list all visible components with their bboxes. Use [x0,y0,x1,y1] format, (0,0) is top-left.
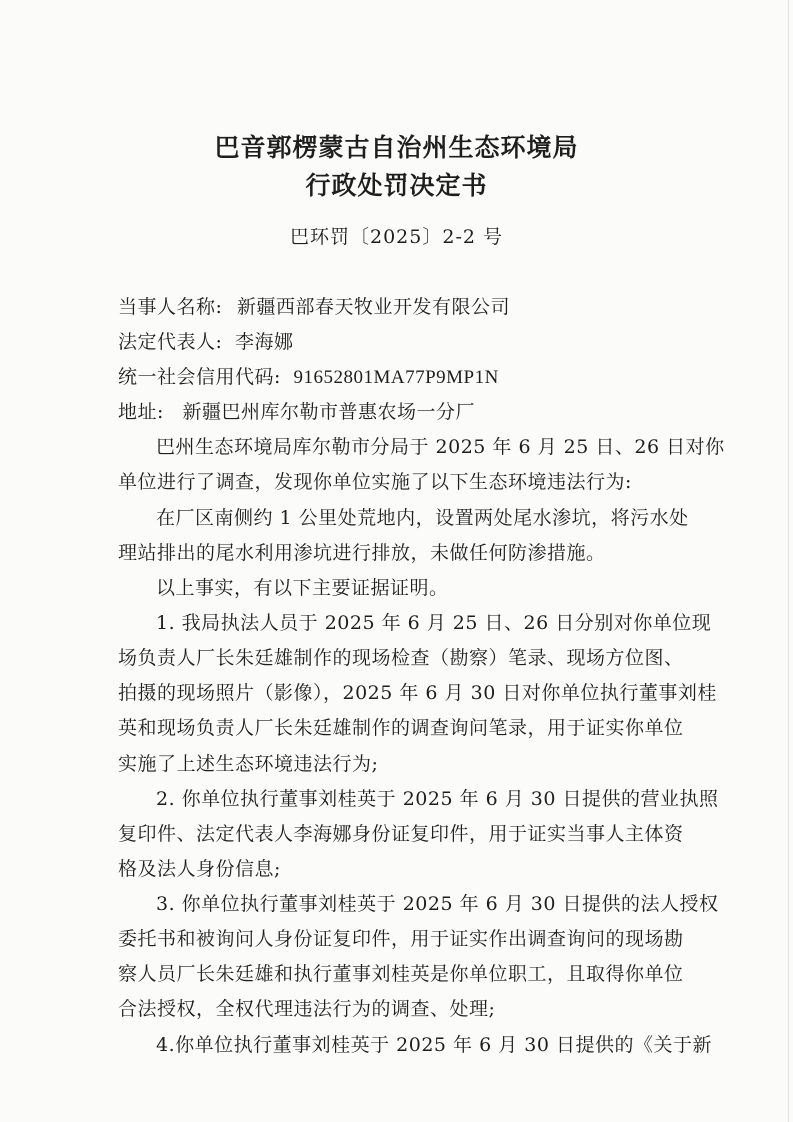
body-line: 委托书和被询问人身份证复印件，用于证实作出调查询问的现场勘 [118,928,684,950]
credit-code-label: 统一社会信用代码: [118,366,281,388]
address-value: 新疆巴州库尔勒市普惠农场一分厂 [182,401,475,423]
body-line: 2. 你单位执行董事刘桂英于 2025 年 6 月 30 日提供的营业执照 [156,788,719,810]
address-label: 地址: [118,401,164,423]
body-line: 格及法人身份信息; [118,858,281,880]
party-name-label: 当事人名称: [118,296,223,318]
credit-code-row [118,362,499,389]
body-line: 拍摄的现场照片（影像），2025 年 6 月 30 日对你单位执行董事刘桂 [118,682,717,704]
body-line: 1. 我局执法人员于 2025 年 6 月 25 日、26 日分别对你单位现 [156,612,712,634]
document-title-type: 行政处罚决定书 [305,171,488,200]
body-line: 察人员厂长朱廷雄和执行董事刘桂英是你单位职工，且取得你单位 [118,963,684,985]
body-line: 巴州生态环境局库尔勒市分局于 2025 年 6 月 25 日、26 日对你 [156,436,725,458]
legal-rep-row [118,327,293,354]
credit-code-value: 91652801MA77P9MP1N [293,367,499,388]
body-line: 4.你单位执行董事刘桂英于 2025 年 6 月 30 日提供的《关于新 [156,1034,712,1056]
body-line: 理站排出的尾水利用渗坑进行排放，未做任何防渗措施。 [118,542,606,564]
party-name-row [118,292,510,319]
body-line: 单位进行了调查，发现你单位实施了以下生态环境违法行为: [118,471,632,493]
document-number: 巴环罚〔2025〕2-2 号 [290,226,503,248]
legal-rep-value: 李海娜 [234,331,294,353]
party-name-value: 新疆西部春天牧业开发有限公司 [236,296,510,318]
body-line: 合法授权，全权代理违法行为的调查、处理; [118,998,496,1020]
legal-rep-label: 法定代表人: [118,331,223,353]
body-line: 场负责人厂长朱廷雄制作的现场检查（勘察）笔录、现场方位图、 [118,647,684,669]
body-line: 以上事实，有以下主要证据证明。 [156,577,449,599]
document-title-org: 巴音郭楞蒙古自治州生态环境局 [214,133,579,162]
body-line: 实施了上述生态环境违法行为; [118,753,379,775]
body-line: 复印件、法定代表人李海娜身份证复印件，用于证实当事人主体资 [118,823,684,845]
address-row [118,397,475,424]
body-line: 在厂区南侧约 1 公里处荒地内，设置两处尾水渗坑，将污水处 [156,507,689,529]
body-line: 3. 你单位执行董事刘桂英于 2025 年 6 月 30 日提供的法人授权 [156,893,719,915]
body-line: 英和现场负责人厂长朱廷雄制作的调查询问笔录，用于证实你单位 [118,717,684,739]
